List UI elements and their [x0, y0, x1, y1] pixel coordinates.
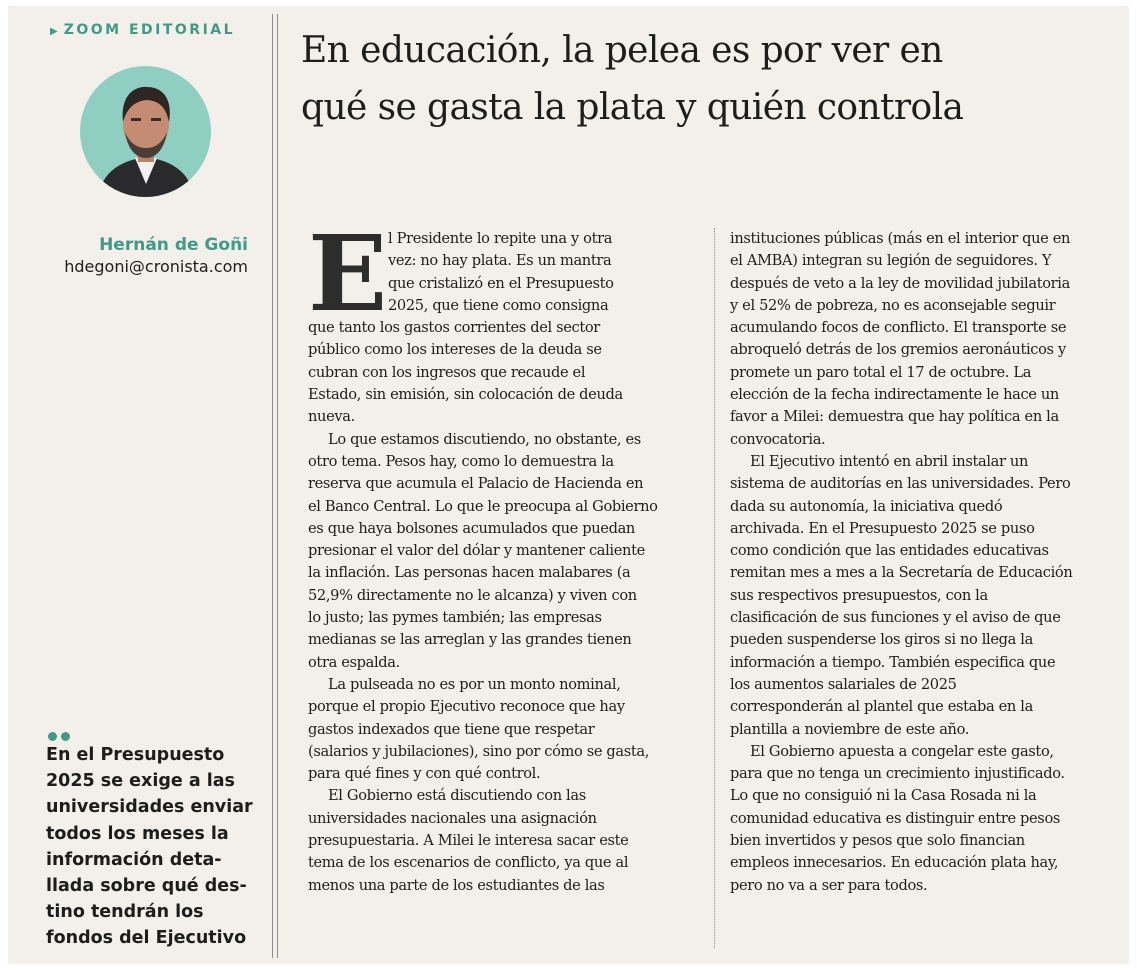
body-line: presionar el valor del dólar y mantener caliente — [308, 542, 645, 560]
body-line: Estado, sin emisión, sin colocación de deuda — [308, 386, 623, 404]
pullquote-line: En el Presupuesto — [46, 745, 225, 765]
body-line: 52,9% directamente no le alcanza) y viven con — [308, 586, 637, 604]
author-sidebar — [8, 6, 270, 964]
body-line: otro tema. Pesos hay, como lo demuestra la — [308, 452, 614, 470]
body-line: Lo que estamos discutiendo, no obstante, es — [328, 430, 641, 448]
body-line: sus respectivos presupuestos, con la — [730, 586, 988, 604]
body-line: plantilla a noviembre de este año. — [730, 720, 970, 738]
body-line: que cristalizó en el Presupuesto — [388, 274, 614, 292]
body-line: para que no tenga un crecimiento injustificado. — [730, 765, 1065, 783]
body-line: archivada. En el Presupuesto 2025 se puso — [730, 519, 1035, 537]
sidebar-divider — [272, 14, 273, 958]
body-line: empleos innecesarios. En educación plata hay, — [730, 854, 1059, 872]
headline — [301, 22, 1101, 136]
body-line: clasificación de sus funciones y el aviso de que — [730, 609, 1061, 627]
pullquote-line: tino tendrán los — [46, 902, 204, 923]
author-email: hdegoni@cronista.com — [64, 257, 248, 276]
body-line: pueden suspenderse los giros si no llega la — [730, 631, 1033, 649]
body-line: reserva que acumula el Palacio de Hacienda en — [308, 475, 644, 493]
pullquote-line: información deta- — [46, 849, 222, 870]
body-line: público como los intereses de la deuda se — [308, 341, 602, 359]
headline-line: qué se gasta la plata y quién controla — [301, 87, 964, 128]
body-line: favor a Milei: demuestra que hay política en la — [730, 408, 1059, 426]
article-column-1 — [308, 228, 698, 897]
body-line: El Gobierno apuesta a congelar este gasto, — [750, 742, 1054, 760]
body-line: después de veto a la ley de movilidad jubilatoria — [730, 274, 1070, 292]
body-line: lo justo; las pymes también; las empresas — [308, 609, 602, 627]
body-line: el Banco Central. Lo que le preocupa al Gobierno — [308, 497, 658, 515]
column-divider — [714, 228, 715, 948]
article-page — [8, 6, 1129, 964]
body-line: acumulando focos de conflicto. El transporte se — [730, 319, 1067, 337]
body-line: es que haya bolsones acumulados que puedan — [308, 519, 635, 537]
body-line: y el 52% de pobreza, no es aconsejable seguir — [730, 296, 1056, 314]
body-line: remitan mes a mes a la Secretaría de Educación — [730, 564, 1073, 582]
body-line: el AMBA) integran su legión de seguidores. Y — [730, 252, 1052, 270]
body-line: La pulseada no es por un monto nominal, — [328, 675, 621, 693]
body-line: información a tiempo. También especifica que — [730, 653, 1056, 671]
pullquote-line: todos los meses la — [46, 823, 229, 844]
body-line: gastos indexados que tiene que respetar — [308, 720, 595, 738]
article-column-2 — [730, 228, 1130, 897]
body-line: porque el propio Ejecutivo reconoce que hay — [308, 698, 625, 716]
body-line: promete un paro total el 17 de octubre. La — [730, 363, 1032, 381]
body-line: El Ejecutivo intentó en abril instalar un — [750, 452, 1029, 470]
body-line: bien invertidos y pesos que solo financian — [730, 832, 1025, 850]
section-label — [50, 22, 235, 38]
author-avatar — [80, 66, 211, 197]
sidebar-divider-inner — [277, 14, 278, 958]
pullquote-line: fondos del Ejecutivo — [46, 928, 247, 949]
body-line: presupuestaria. A Milei le interesa sacar este — [308, 832, 629, 850]
body-line: pero no va a ser para todos. — [730, 876, 928, 894]
body-line: comunidad educativa es distinguir entre pesos — [730, 809, 1061, 827]
body-line: que tanto los gastos corrientes del sector — [308, 319, 600, 337]
body-line: tema de los escenarios de conflicto, ya que al — [308, 854, 629, 872]
body-line: otra espalda. — [308, 653, 400, 671]
body-line: los aumentos salariales de 2025 — [730, 675, 957, 693]
pullquote-line: llada sobre qué des- — [46, 876, 247, 897]
body-line: como condición que las entidades educativas — [730, 542, 1049, 560]
body-line: 2025, que tiene como consigna — [388, 296, 609, 314]
author-name: Hernán de Goñi — [99, 235, 248, 255]
body-line: (salarios y jubilaciones), sino por cómo se gasta, — [308, 742, 650, 760]
triangle-icon: ▶ — [50, 26, 58, 37]
body-line: universidades nacionales una asignación — [308, 809, 597, 827]
body-line: instituciones públicas (más en el interior que en — [730, 230, 1071, 247]
body-line: El Gobierno está discutiendo con las — [328, 787, 586, 805]
body-line: la inflación. Las personas hacen malabares (a — [308, 564, 631, 582]
body-line: corresponderán al plantel que estaba en la — [730, 698, 1033, 716]
body-line: abroqueló detrás de los gremios aeronáuticos y — [730, 341, 1066, 359]
body-line: menos una parte de los estudiantes de las — [308, 876, 605, 894]
body-line: Lo que no consiguió ni la Casa Rosada ni la — [730, 787, 1037, 805]
section-label-text: ZOOM EDITORIAL — [63, 22, 236, 38]
headline-line: En educación, la pelea es por ver en — [301, 30, 943, 71]
pullquote — [46, 742, 268, 952]
pullquote-line: universidades enviar — [46, 797, 253, 818]
body-line: dada su autonomía, la iniciativa quedó — [730, 497, 1003, 515]
body-line: sistema de auditorías en las universidades. Pero — [730, 475, 1071, 493]
drop-cap-letter: E — [308, 212, 388, 335]
body-line: l Presidente lo repite una y otra — [388, 230, 613, 247]
body-line: convocatoria. — [730, 430, 826, 448]
pullquote-line: 2025 se exige a las — [46, 771, 235, 792]
body-line: elección de la fecha indirectamente le hace un — [730, 386, 1059, 404]
body-line: para qué fines y con qué control. — [308, 765, 541, 783]
body-line: nueva. — [308, 408, 355, 426]
body-line: vez: no hay plata. Es un mantra — [388, 252, 612, 270]
body-line: medianas se las arreglan y las grandes tienen — [308, 631, 632, 649]
body-line: cubran con los ingresos que recaude el — [308, 363, 586, 381]
